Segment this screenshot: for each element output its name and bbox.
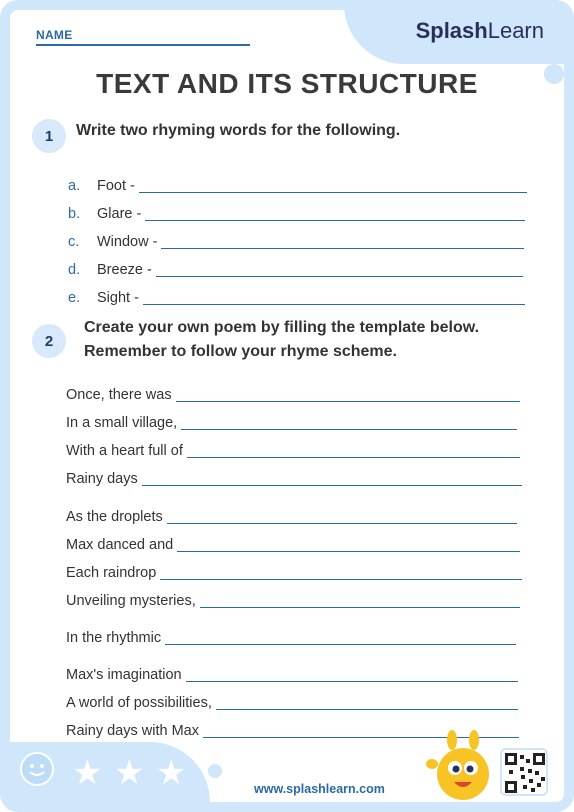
q1-item: [68, 178, 135, 194]
star-icon: ★: [114, 754, 145, 792]
poem-answer-line[interactable]: [160, 579, 522, 580]
q1-item-word: Breeze -: [97, 262, 152, 278]
poem-line-prompt: Unveiling mysteries,: [66, 593, 196, 609]
question-2-prompt: [84, 316, 479, 364]
page-title: TEXT AND ITS STRUCTURE: [96, 68, 478, 99]
splashlearn-logo: [416, 18, 544, 44]
poem-answer-line[interactable]: [187, 457, 520, 458]
poem-answer-line[interactable]: [177, 551, 520, 552]
poem-answer-line[interactable]: [181, 429, 517, 430]
mascot-icon: [426, 730, 498, 800]
brand-light: Learn: [487, 18, 544, 43]
q1-item-word: Foot -: [97, 178, 135, 194]
poem-answer-line[interactable]: [167, 523, 517, 524]
poem-line-prompt: Each raindrop: [66, 565, 157, 581]
poem-answer-line[interactable]: [165, 644, 516, 645]
poem-answer-line[interactable]: [142, 485, 522, 486]
q1-item-letter: e.: [68, 290, 81, 306]
poem-line-prompt: With a heart full of: [66, 443, 183, 459]
name-label: NAME: [36, 28, 73, 42]
q1-item-word: Glare -: [97, 206, 142, 222]
q1-item-letter: d.: [68, 262, 81, 278]
q1-answer-line[interactable]: [143, 304, 525, 305]
footer-url[interactable]: www.splashlearn.com: [254, 782, 385, 796]
poem-line-prompt: Max danced and: [66, 537, 174, 553]
poem-answer-line[interactable]: [186, 681, 518, 682]
poem-line-prompt: In the rhythmic: [66, 630, 162, 646]
poem-line-prompt: Max's imagination: [66, 667, 182, 683]
poem-line-prompt: A world of possibilities,: [66, 695, 212, 711]
question-1-prompt: Write two rhyming words for the following.: [76, 122, 401, 139]
q1-item: [68, 234, 157, 250]
q1-item: [68, 290, 139, 306]
question-1-number: 1: [32, 119, 66, 153]
question-2-prompt-line2: Remember to follow your rhyme scheme.: [84, 343, 397, 360]
q1-answer-line[interactable]: [139, 192, 527, 193]
star-icon: ★: [72, 754, 103, 792]
q1-item-letter: b.: [68, 206, 81, 222]
poem-answer-line[interactable]: [216, 709, 518, 710]
poem-line-prompt: Rainy days with Max: [66, 723, 199, 739]
star-icon: ★: [156, 754, 187, 792]
q1-item: [68, 262, 152, 278]
q1-item-word: Sight -: [97, 290, 139, 306]
q1-answer-line[interactable]: [161, 248, 524, 249]
smiley-icon: [20, 752, 54, 786]
poem-line-prompt: In a small village,: [66, 415, 178, 431]
question-2-number: 2: [32, 324, 66, 358]
name-field-line[interactable]: [36, 44, 250, 46]
poem-answer-line[interactable]: [176, 401, 520, 402]
question-2-prompt-line1: Create your own poem by filling the template below.: [84, 319, 480, 336]
bubble-decoration: [366, 26, 376, 36]
bubble-decoration: [208, 764, 222, 778]
q1-item-letter: a.: [68, 178, 81, 194]
qr-code-icon: [500, 748, 548, 796]
q1-item: [68, 206, 141, 222]
q1-answer-line[interactable]: [156, 276, 523, 277]
q1-item-letter: c.: [68, 234, 80, 250]
q1-answer-line[interactable]: [145, 220, 525, 221]
poem-line-prompt: Once, there was: [66, 387, 172, 403]
poem-line-prompt: Rainy days: [66, 471, 138, 487]
poem-line-prompt: As the droplets: [66, 509, 163, 525]
brand-bold: Splash: [415, 18, 488, 43]
poem-answer-line[interactable]: [200, 607, 520, 608]
q1-item-word: Window -: [97, 234, 158, 250]
